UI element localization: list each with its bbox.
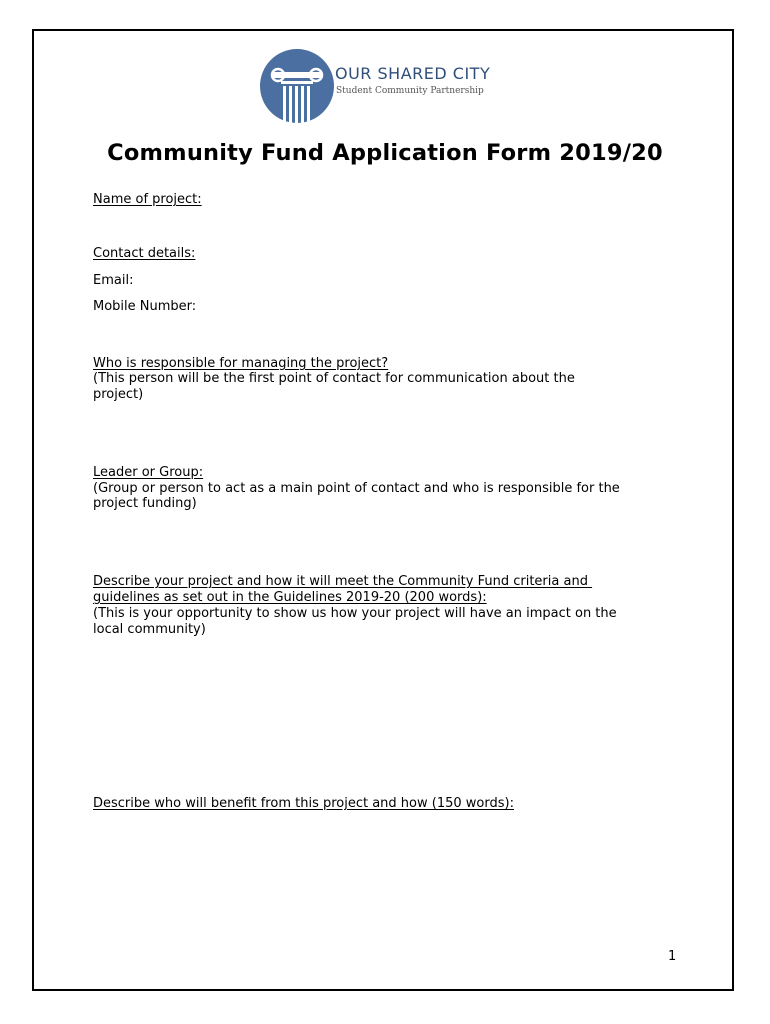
project-name-label: Name of project: <box>93 192 202 207</box>
leader-group-note-line2: project funding) <box>93 496 197 511</box>
leader-group-label: Leader or Group: <box>93 465 204 480</box>
describe-project-note-line1: (This is your opportunity to show us how your project will have an impact on the <box>93 606 617 621</box>
describe-project-label-line1: Describe your project and how it will meet the Community Fund criteria and <box>93 574 593 589</box>
page-number: 1 <box>668 949 677 964</box>
project-manager-label: Who is responsible for managing the project? <box>93 356 389 371</box>
contact-details-label: Contact details: <box>93 246 196 261</box>
beneficiaries-label: Describe who will benefit from this project and how (150 words): <box>93 796 514 811</box>
mobile-number-label: Mobile Number: <box>93 299 197 314</box>
project-manager-note-line1: (This person will be the first point of contact for communication about the <box>93 371 575 386</box>
project-manager-note-line2: project) <box>93 387 144 402</box>
column-emblem-icon <box>259 48 335 124</box>
logo <box>255 44 505 124</box>
logo-tagline: Student Community Partnership <box>336 86 484 96</box>
describe-project-label-line2: guidelines as set out in the Guidelines 2019-20 (200 words): <box>93 590 487 605</box>
page-title: Community Fund Application Form 2019/20 <box>107 140 663 166</box>
describe-project-note-line2: local community) <box>93 622 206 637</box>
leader-group-note-line1: (Group or person to act as a main point of contact and who is responsible for the <box>93 481 620 496</box>
logo-name: OUR SHARED CITY <box>335 64 491 83</box>
email-label: Email: <box>93 273 134 288</box>
